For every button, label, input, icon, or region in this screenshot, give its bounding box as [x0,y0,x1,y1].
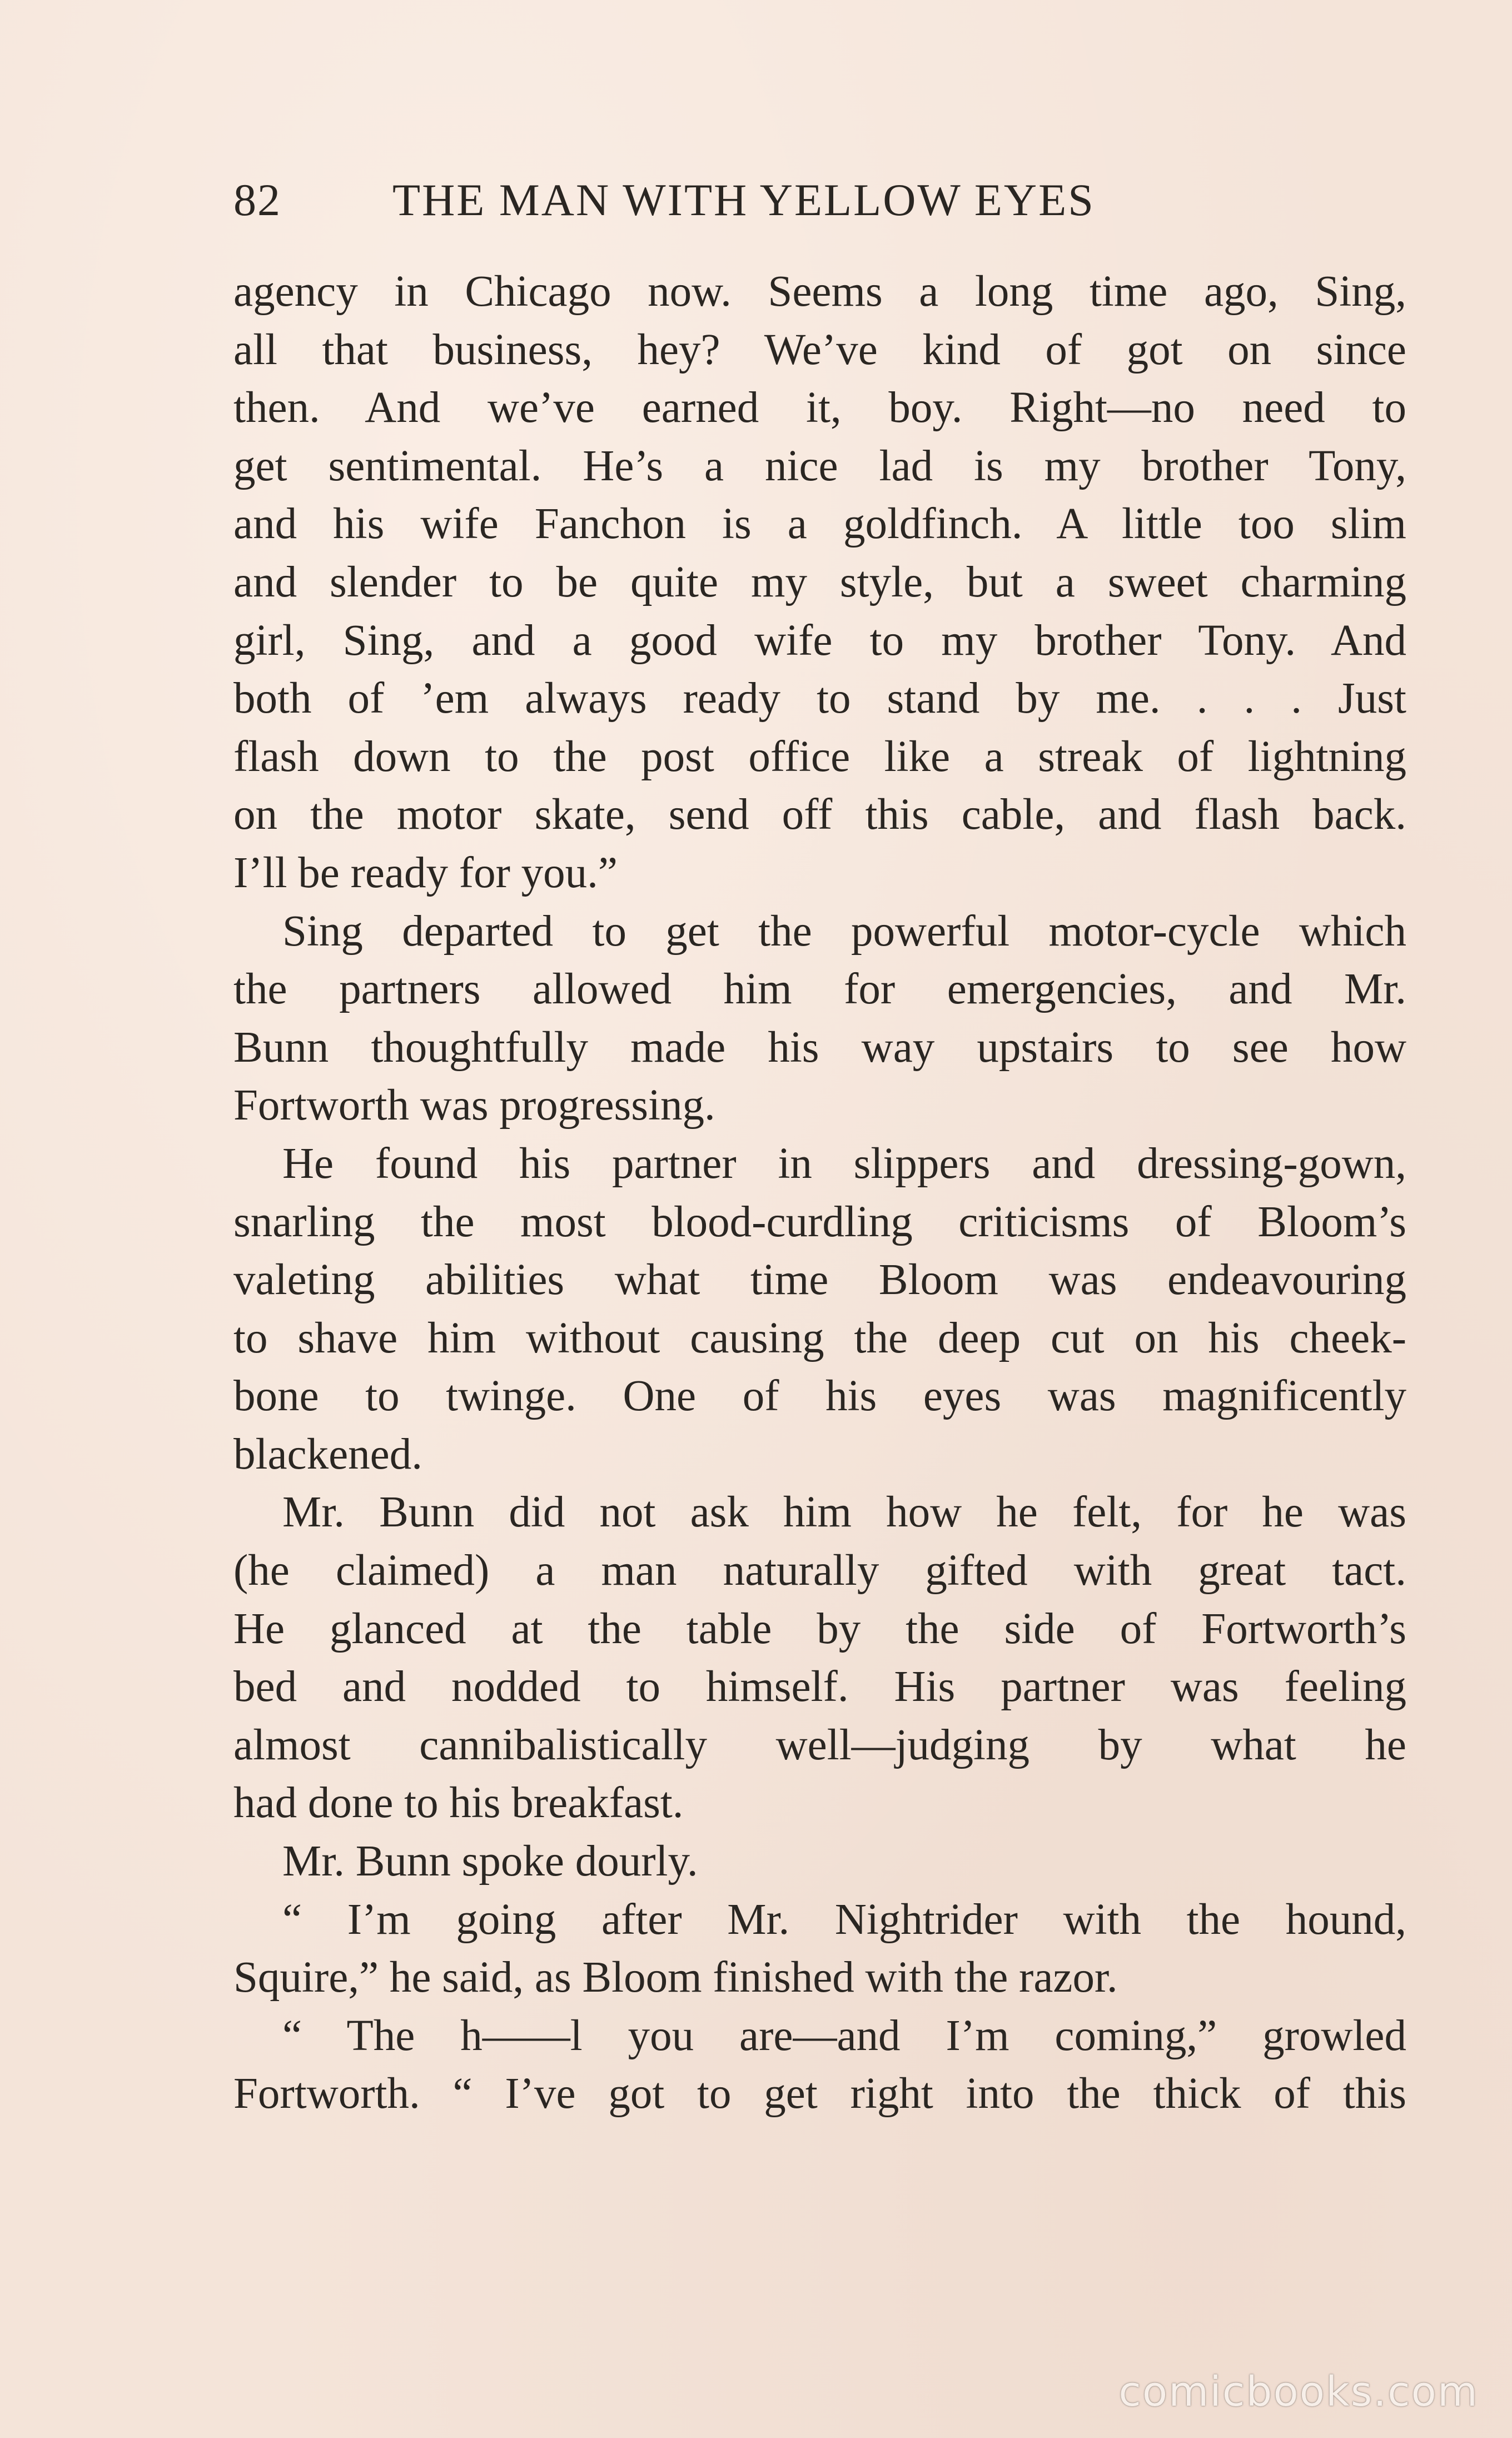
text-line: flash down to the post office like a streak of lightning [233,732,1406,781]
text-line: had done to his breakfast. [233,1779,684,1828]
text-line: and his wife Fanchon is a goldfinch. A little too slim [233,500,1406,549]
text-line: Fortworth. “ I’ve got to get right into the thick of this [233,2069,1406,2118]
text-line: “ The h——l you are—and I’m coming,” growled [282,2011,1406,2060]
text-line: all that business, hey? We’ve kind of got on since [233,325,1406,374]
text-line: Sing departed to get the powerful motor-cycle which [282,907,1406,956]
running-head: THE MAN WITH YELLOW EYES [392,175,1095,225]
body-text [233,263,1406,2123]
text-line: the partners allowed him for emergencies, and Mr. [233,965,1406,1014]
text-line: get sentimental. He’s a nice lad is my brother Tony, [233,441,1406,490]
text-line: Mr. Bunn spoke dourly. [282,1837,698,1886]
text-line: Squire,” he said, as Bloom finished with the razor. [233,1953,1118,2002]
text-line: and slender to be quite my style, but a sweet charming [233,558,1406,606]
text-line: (he claimed) a man naturally gifted with great tact. [233,1546,1406,1595]
text-line: “ I’m going after Mr. Nightrider with the hound, [282,1895,1406,1944]
text-line: almost cannibalistically well—judging by what he [233,1720,1406,1769]
page-header [233,167,1406,233]
text-line: then. And we’ve earned it, boy. Right—no need to [233,384,1406,432]
text-line: bone to twinge. One of his eyes was magnificently [233,1372,1406,1421]
text-line: He found his partner in slippers and dressing-gown, [282,1139,1406,1188]
text-line: agency in Chicago now. Seems a long time ago, Sing, [233,267,1406,316]
text-line: valeting abilities what time Bloom was endeavouring [233,1256,1406,1305]
text-line: Mr. Bunn did not ask him how he felt, for he was [282,1488,1406,1537]
text-line: on the motor skate, send off this cable, and flash back. [233,790,1406,839]
text-line: snarling the most blood-curdling criticisms of Bloom’s [233,1197,1406,1246]
text-line: I’ll be ready for you.” [233,848,618,897]
text-line: blackened. [233,1430,422,1479]
text-line: Bunn thoughtfully made his way upstairs to see how [233,1023,1406,1072]
text-line: to shave him without causing the deep cut on his cheek- [233,1313,1406,1362]
watermark: comicbooks.com [1118,2368,1479,2416]
page-number: 82 [233,175,281,225]
text-line: bed and nodded to himself. His partner was feeling [233,1663,1406,1711]
text-line: Fortworth was progressing. [233,1081,715,1130]
text-line: He glanced at the table by the side of Fortworth’s [233,1604,1406,1653]
text-line: girl, Sing, and a good wife to my brother Tony. And [233,616,1406,665]
text-line: both of ’em always ready to stand by me. . . . Just [233,674,1406,723]
